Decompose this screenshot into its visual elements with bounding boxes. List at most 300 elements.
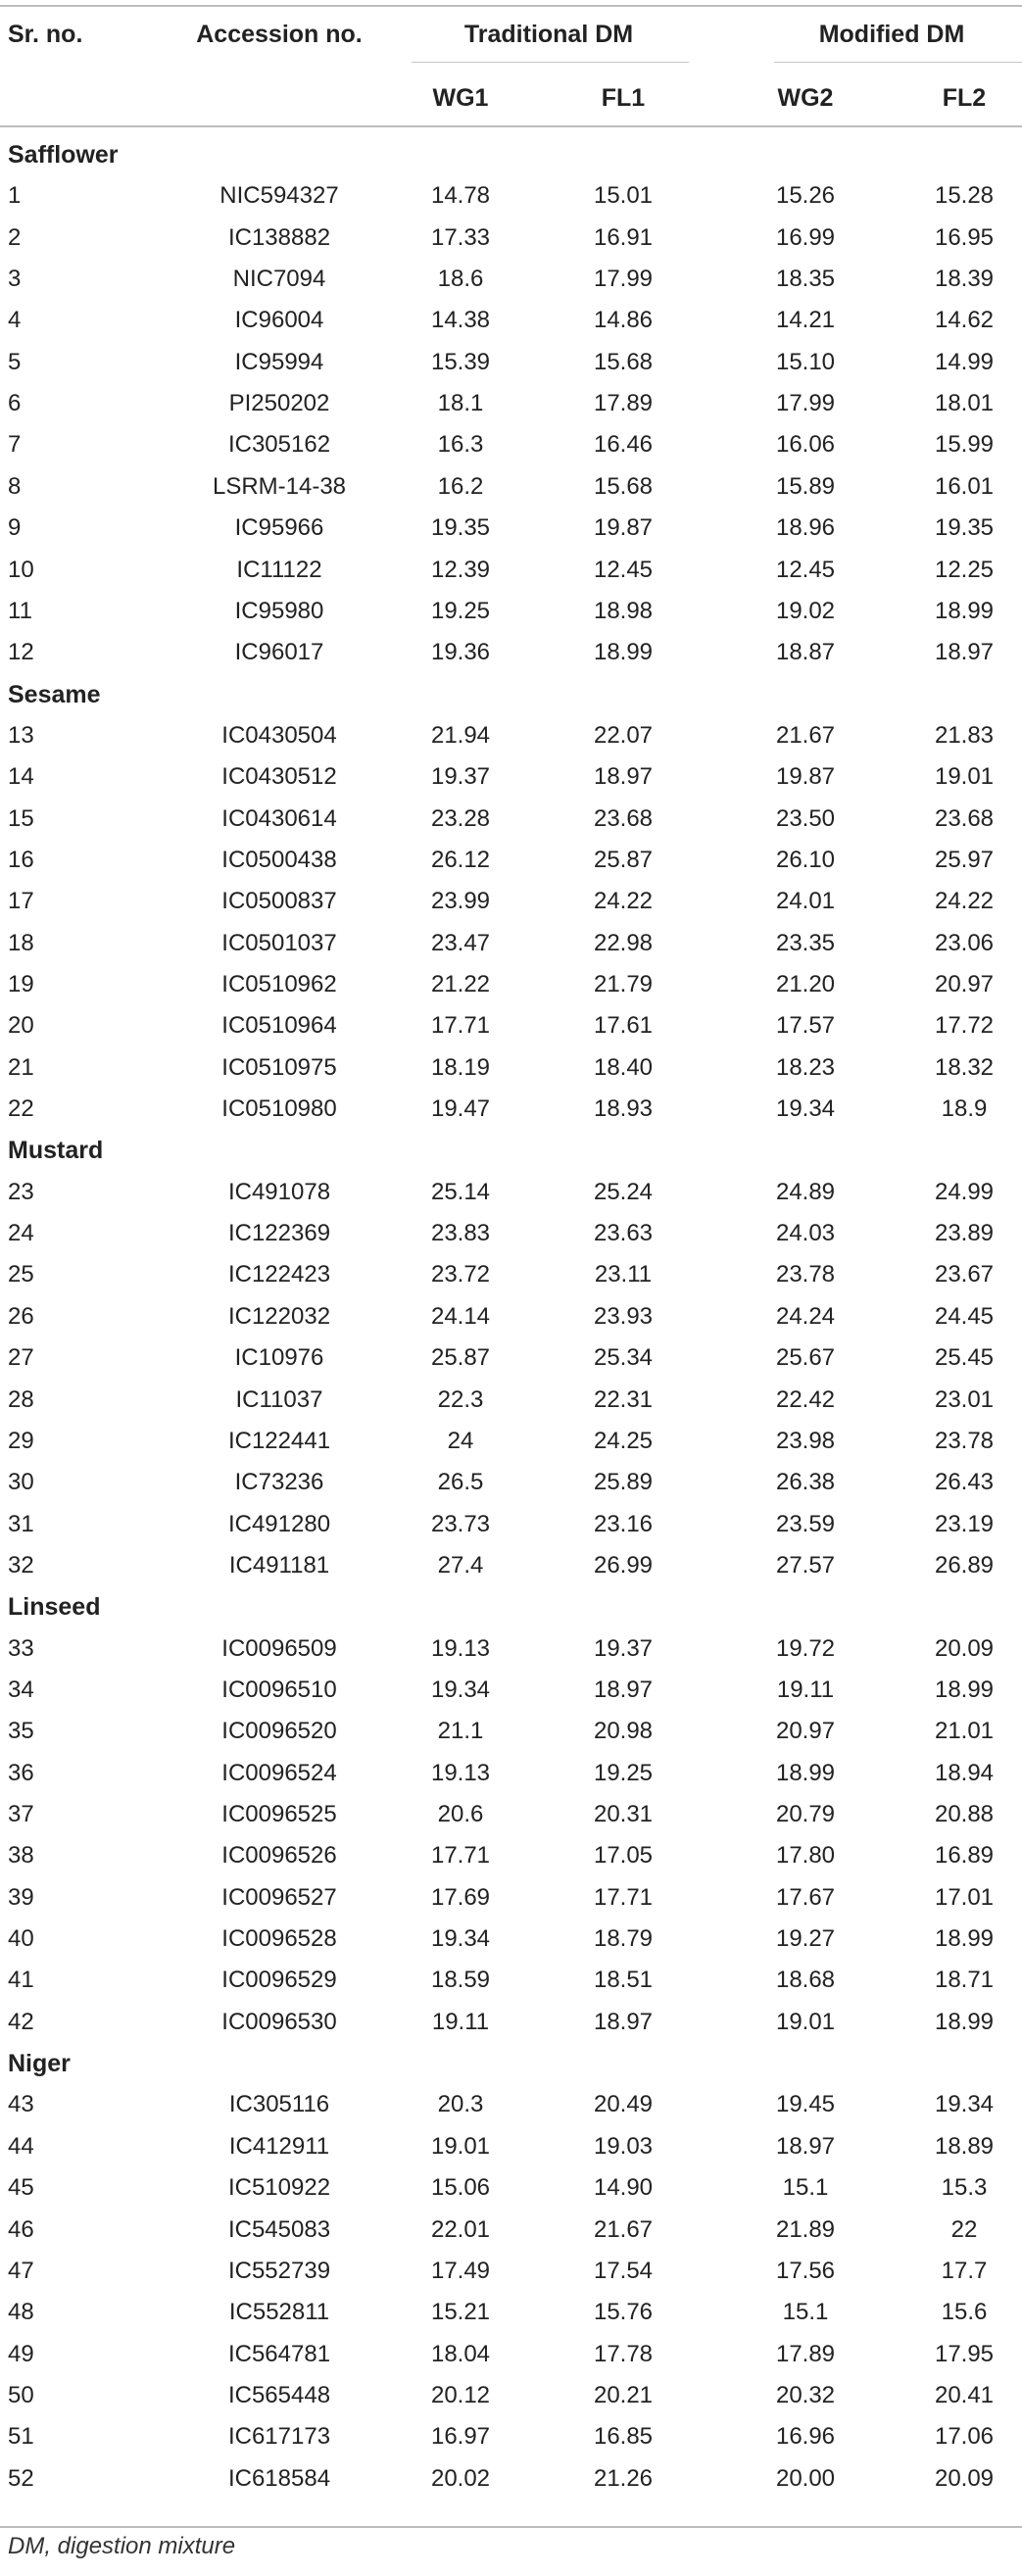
row-sr-no: 50	[8, 2381, 34, 2408]
row-sr-no: 47	[8, 2257, 34, 2284]
row-wg1: 21.1	[437, 1718, 484, 1745]
row-wg1: 19.13	[430, 1634, 491, 1662]
row-accession: IC0096530	[221, 2008, 337, 2035]
group-label: Mustard	[8, 1137, 104, 1165]
row-fl2: 20.88	[934, 1801, 995, 1827]
row-fl1: 22.07	[593, 721, 654, 749]
row-wg2: 17.89	[775, 2340, 836, 2367]
row-accession: IC96017	[234, 639, 324, 666]
row-wg2: 16.96	[775, 2423, 836, 2451]
row-wg2: 18.23	[775, 1053, 836, 1081]
row-accession: IC0096527	[221, 1883, 337, 1911]
row-fl2: 20.97	[934, 971, 995, 997]
row-accession: IC0430614	[221, 804, 337, 832]
row-accession: IC11037	[235, 1385, 323, 1413]
row-fl2: 25.97	[934, 846, 995, 873]
row-wg2: 24.03	[775, 1220, 836, 1247]
row-fl1: 21.26	[593, 2464, 654, 2492]
row-sr-no: 36	[8, 1759, 34, 1786]
row-sr-no: 7	[8, 431, 22, 459]
row-fl2: 18.89	[934, 2132, 995, 2160]
row-sr-no: 40	[8, 1925, 34, 1953]
row-fl2: 23.68	[934, 804, 995, 832]
row-fl1: 15.76	[593, 2299, 654, 2326]
row-fl2: 16.01	[934, 472, 995, 500]
row-accession: IC0501037	[221, 929, 337, 956]
row-accession: IC0096526	[221, 1842, 337, 1870]
row-wg1: 22.01	[430, 2215, 491, 2243]
row-fl2: 23.78	[934, 1427, 995, 1454]
row-accession: IC617173	[227, 2423, 331, 2451]
row-sr-no: 26	[8, 1302, 34, 1330]
row-wg1: 17.69	[430, 1883, 491, 1911]
row-wg1: 15.39	[430, 348, 491, 375]
header-wg1: WG1	[432, 84, 489, 112]
row-accession: IC0096510	[221, 1676, 337, 1703]
modified-span-rule	[774, 62, 1022, 63]
row-fl1: 14.90	[593, 2174, 654, 2202]
row-fl2: 15.6	[941, 2299, 988, 2326]
row-fl1: 23.16	[593, 1510, 654, 1537]
row-fl1: 26.99	[593, 1551, 654, 1579]
row-wg2: 26.10	[775, 846, 836, 873]
row-wg1: 20.12	[430, 2381, 491, 2408]
row-fl1: 16.46	[593, 431, 654, 459]
row-fl2: 17.95	[934, 2340, 995, 2367]
row-wg2: 18.96	[775, 514, 836, 542]
row-wg2: 19.45	[775, 2091, 836, 2118]
row-fl2: 18.71	[934, 1967, 995, 1994]
row-wg2: 23.78	[775, 1261, 836, 1288]
row-wg1: 21.22	[430, 971, 491, 997]
row-wg1: 26.12	[430, 846, 491, 873]
header-accession-no: Accession no.	[196, 21, 363, 48]
row-accession: IC73236	[234, 1469, 324, 1496]
row-accession: NIC594327	[219, 182, 339, 210]
row-wg2: 19.01	[775, 2008, 836, 2035]
row-accession: IC0096528	[221, 1925, 337, 1953]
row-fl1: 18.51	[593, 1967, 654, 1994]
row-wg2: 25.67	[775, 1344, 836, 1372]
row-wg1: 23.73	[430, 1510, 491, 1537]
row-sr-no: 6	[8, 390, 22, 417]
row-wg2: 23.50	[775, 804, 836, 832]
row-wg2: 21.20	[775, 971, 836, 997]
row-accession: IC491181	[228, 1551, 330, 1579]
row-wg1: 25.14	[430, 1178, 491, 1205]
row-accession: IC96004	[234, 307, 324, 334]
row-wg1: 15.21	[430, 2299, 491, 2326]
row-fl1: 23.68	[593, 804, 654, 832]
row-accession: IC412911	[228, 2132, 330, 2160]
row-wg1: 18.04	[430, 2340, 491, 2367]
header-traditional-dm: Traditional DM	[463, 21, 634, 48]
row-accession: IC0096520	[221, 1718, 337, 1745]
row-sr-no: 45	[8, 2174, 34, 2202]
row-accession: IC305116	[228, 2091, 330, 2118]
row-accession: IC0500837	[221, 888, 337, 915]
row-sr-no: 42	[8, 2008, 34, 2035]
row-accession: IC122032	[227, 1302, 331, 1330]
row-sr-no: 11	[8, 597, 32, 624]
row-fl2: 23.19	[934, 1510, 995, 1537]
row-sr-no: 10	[8, 556, 34, 583]
row-fl2: 26.89	[934, 1551, 995, 1579]
row-wg1: 25.87	[430, 1344, 491, 1372]
group-label: Niger	[8, 2050, 71, 2078]
row-accession: IC552811	[228, 2299, 330, 2326]
row-wg1: 19.34	[430, 1925, 491, 1953]
row-fl2: 19.35	[934, 514, 995, 542]
row-fl1: 18.97	[593, 1676, 654, 1703]
row-wg1: 23.47	[430, 929, 491, 956]
row-fl1: 15.01	[593, 182, 654, 210]
row-accession: IC491078	[227, 1178, 331, 1205]
table-bottom-rule	[0, 2526, 1022, 2528]
row-sr-no: 20	[8, 1012, 34, 1040]
row-fl1: 17.78	[593, 2340, 654, 2367]
row-accession: IC11122	[236, 556, 322, 583]
row-sr-no: 13	[8, 721, 34, 749]
row-wg2: 20.32	[775, 2381, 836, 2408]
row-accession: IC0510962	[221, 971, 337, 997]
row-fl1: 19.87	[593, 514, 654, 542]
row-sr-no: 43	[8, 2091, 34, 2118]
row-sr-no: 21	[8, 1053, 34, 1081]
row-wg2: 26.38	[775, 1469, 836, 1496]
row-fl2: 18.99	[934, 1676, 995, 1703]
row-wg2: 19.27	[775, 1925, 836, 1953]
row-wg1: 18.19	[430, 1053, 491, 1081]
row-fl2: 18.32	[934, 1053, 995, 1081]
row-fl2: 19.01	[934, 763, 995, 791]
group-label: Linseed	[8, 1593, 101, 1622]
row-fl2: 17.06	[934, 2423, 995, 2451]
row-wg2: 17.99	[775, 390, 836, 417]
row-fl1: 17.61	[593, 1012, 654, 1040]
row-sr-no: 38	[8, 1842, 34, 1870]
row-sr-no: 48	[8, 2299, 34, 2326]
row-fl1: 18.93	[593, 1095, 654, 1123]
row-sr-no: 1	[8, 182, 22, 210]
row-wg2: 27.57	[775, 1551, 836, 1579]
row-wg2: 22.42	[775, 1385, 836, 1413]
row-sr-no: 14	[8, 763, 34, 791]
row-accession: IC0096529	[221, 1967, 337, 1994]
row-sr-no: 19	[8, 971, 34, 997]
row-wg2: 23.35	[775, 929, 836, 956]
row-wg1: 19.34	[430, 1676, 491, 1703]
row-wg2: 19.87	[775, 763, 836, 791]
row-accession: IC122441	[227, 1427, 331, 1454]
row-wg1: 19.13	[430, 1759, 491, 1786]
row-wg1: 20.6	[437, 1801, 484, 1827]
row-fl2: 18.99	[934, 1925, 995, 1953]
group-label: Safflower	[8, 141, 119, 169]
row-wg1: 23.72	[430, 1261, 491, 1288]
row-wg2: 24.24	[775, 1302, 836, 1330]
row-fl2: 18.99	[934, 597, 995, 624]
row-fl2: 21.01	[934, 1718, 995, 1745]
row-fl2: 23.89	[934, 1220, 995, 1247]
row-accession: IC0096524	[221, 1759, 337, 1786]
row-wg2: 20.79	[775, 1801, 836, 1827]
row-accession: IC0096509	[221, 1634, 337, 1662]
row-sr-no: 39	[8, 1883, 34, 1911]
header-wg2: WG2	[777, 84, 834, 112]
row-sr-no: 23	[8, 1178, 34, 1205]
row-accession: IC565448	[227, 2381, 331, 2408]
row-fl1: 23.11	[594, 1261, 653, 1288]
row-wg2: 21.89	[775, 2215, 836, 2243]
row-sr-no: 51	[8, 2423, 34, 2451]
row-accession: LSRM-14-38	[212, 472, 347, 500]
row-wg2: 20.97	[775, 1718, 836, 1745]
row-wg1: 16.97	[430, 2423, 491, 2451]
row-fl1: 18.40	[593, 1053, 654, 1081]
row-wg1: 19.37	[430, 763, 491, 791]
row-wg2: 21.67	[775, 721, 836, 749]
row-wg2: 15.1	[782, 2299, 829, 2326]
row-wg2: 18.68	[775, 1967, 836, 1994]
row-wg1: 17.71	[430, 1012, 491, 1040]
row-sr-no: 28	[8, 1385, 34, 1413]
row-wg1: 19.35	[430, 514, 491, 542]
row-accession: IC0096525	[221, 1801, 337, 1827]
row-fl1: 20.21	[593, 2381, 654, 2408]
row-fl2: 22	[950, 2215, 978, 2243]
row-fl2: 17.7	[941, 2257, 988, 2284]
row-sr-no: 17	[8, 888, 34, 915]
row-fl1: 17.05	[593, 1842, 654, 1870]
row-fl2: 18.9	[941, 1095, 988, 1123]
row-wg1: 26.5	[437, 1469, 484, 1496]
row-fl2: 20.09	[934, 2464, 995, 2492]
row-wg2: 16.06	[775, 431, 836, 459]
row-wg1: 23.99	[430, 888, 491, 915]
header-sr-no: Sr. no.	[8, 21, 83, 48]
row-wg1: 15.06	[430, 2174, 491, 2202]
row-fl2: 25.45	[934, 1344, 995, 1372]
row-wg1: 16.3	[437, 431, 484, 459]
row-fl2: 18.97	[934, 639, 995, 666]
row-sr-no: 52	[8, 2464, 34, 2492]
row-sr-no: 22	[8, 1095, 34, 1123]
row-accession: IC0500438	[221, 846, 337, 873]
row-sr-no: 8	[8, 472, 22, 500]
row-sr-no: 4	[8, 307, 22, 334]
row-accession: NIC7094	[232, 266, 326, 293]
row-accession: IC0430504	[221, 721, 337, 749]
row-accession: IC122369	[227, 1220, 331, 1247]
row-accession: IC95980	[234, 597, 324, 624]
header-fl2: FL2	[942, 84, 987, 112]
table-footnote: DM, digestion mixture	[8, 2533, 236, 2559]
row-wg1: 17.33	[430, 223, 491, 251]
row-wg1: 17.71	[430, 1842, 491, 1870]
row-sr-no: 15	[8, 804, 34, 832]
row-accession: IC618584	[227, 2464, 331, 2492]
row-fl1: 21.79	[593, 971, 654, 997]
row-fl1: 12.45	[593, 556, 654, 583]
row-fl1: 20.49	[593, 2091, 654, 2118]
row-accession: IC510922	[227, 2174, 331, 2202]
row-wg2: 14.21	[775, 307, 836, 334]
row-accession: IC122423	[227, 1261, 331, 1288]
row-fl1: 25.34	[593, 1344, 654, 1372]
row-fl2: 24.99	[934, 1178, 995, 1205]
row-fl2: 20.41	[934, 2381, 995, 2408]
row-fl1: 17.89	[593, 390, 654, 417]
row-fl1: 20.31	[593, 1801, 654, 1827]
row-fl1: 16.85	[593, 2423, 654, 2451]
row-sr-no: 9	[8, 514, 22, 542]
row-sr-no: 44	[8, 2132, 34, 2160]
row-fl2: 20.09	[934, 1634, 995, 1662]
row-wg2: 17.67	[775, 1883, 836, 1911]
row-sr-no: 16	[8, 846, 34, 873]
row-wg2: 12.45	[775, 556, 836, 583]
row-wg2: 23.59	[775, 1510, 836, 1537]
row-fl2: 17.01	[934, 1883, 995, 1911]
row-fl1: 17.99	[593, 266, 654, 293]
row-sr-no: 31	[8, 1510, 34, 1537]
row-fl1: 21.67	[593, 2215, 654, 2243]
row-fl2: 24.22	[934, 888, 995, 915]
row-fl1: 15.68	[593, 348, 654, 375]
row-accession: PI250202	[228, 390, 330, 417]
row-accession: IC0430512	[221, 763, 337, 791]
row-wg1: 18.6	[437, 266, 484, 293]
row-accession: IC0510964	[221, 1012, 337, 1040]
row-wg1: 18.1	[437, 390, 484, 417]
row-wg2: 19.11	[776, 1676, 835, 1703]
row-wg2: 18.99	[775, 1759, 836, 1786]
row-wg2: 15.10	[775, 348, 836, 375]
header-fl1: FL1	[601, 84, 646, 112]
row-sr-no: 41	[8, 1967, 34, 1994]
row-fl2: 15.3	[941, 2174, 988, 2202]
row-wg1: 16.2	[437, 472, 484, 500]
row-fl2: 12.25	[934, 556, 995, 583]
row-accession: IC10976	[234, 1344, 324, 1372]
row-sr-no: 37	[8, 1801, 34, 1827]
row-wg1: 18.59	[430, 1967, 491, 1994]
row-fl1: 20.98	[593, 1718, 654, 1745]
row-wg1: 19.25	[430, 597, 491, 624]
row-wg1: 24.14	[430, 1302, 491, 1330]
row-sr-no: 33	[8, 1634, 34, 1662]
row-wg2: 18.97	[775, 2132, 836, 2160]
row-fl1: 25.89	[593, 1469, 654, 1496]
row-wg2: 19.34	[775, 1095, 836, 1123]
row-wg2: 17.57	[775, 1012, 836, 1040]
row-wg2: 16.99	[775, 223, 836, 251]
row-accession: IC545083	[227, 2215, 331, 2243]
row-wg2: 15.89	[775, 472, 836, 500]
row-accession: IC138882	[227, 223, 331, 251]
row-fl2: 16.89	[934, 1842, 995, 1870]
row-wg1: 19.01	[430, 2132, 491, 2160]
row-sr-no: 5	[8, 348, 22, 375]
row-fl2: 18.94	[934, 1759, 995, 1786]
row-wg1: 23.28	[430, 804, 491, 832]
row-fl2: 23.01	[934, 1385, 995, 1413]
row-wg1: 12.39	[430, 556, 491, 583]
row-fl2: 15.28	[934, 182, 995, 210]
row-fl1: 18.97	[593, 2008, 654, 2035]
row-fl2: 19.34	[934, 2091, 995, 2118]
row-fl2: 15.99	[934, 431, 995, 459]
row-sr-no: 2	[8, 223, 22, 251]
row-fl1: 19.37	[593, 1634, 654, 1662]
row-sr-no: 35	[8, 1718, 34, 1745]
row-wg2: 17.80	[775, 1842, 836, 1870]
row-wg2: 20.00	[775, 2464, 836, 2492]
row-fl1: 18.98	[593, 597, 654, 624]
row-wg1: 24	[447, 1427, 474, 1454]
row-wg2: 18.35	[775, 266, 836, 293]
row-accession: IC0510975	[221, 1053, 337, 1081]
row-wg2: 15.1	[782, 2174, 829, 2202]
row-fl1: 22.98	[593, 929, 654, 956]
row-sr-no: 25	[8, 1261, 34, 1288]
row-fl2: 16.95	[934, 223, 995, 251]
row-fl1: 18.99	[593, 639, 654, 666]
row-fl2: 26.43	[934, 1469, 995, 1496]
row-fl1: 15.68	[593, 472, 654, 500]
row-fl2: 17.72	[934, 1012, 995, 1040]
row-accession: IC491280	[227, 1510, 331, 1537]
row-fl1: 16.91	[593, 223, 654, 251]
traditional-span-rule	[412, 62, 689, 63]
row-wg2: 19.02	[775, 597, 836, 624]
row-fl1: 14.86	[593, 307, 654, 334]
row-wg2: 15.26	[775, 182, 836, 210]
row-wg1: 21.94	[430, 721, 491, 749]
row-fl1: 25.24	[593, 1178, 654, 1205]
row-wg1: 14.78	[430, 182, 491, 210]
row-sr-no: 18	[8, 929, 34, 956]
row-sr-no: 12	[8, 639, 34, 666]
row-sr-no: 32	[8, 1551, 34, 1579]
group-label: Sesame	[8, 680, 101, 708]
row-fl2: 18.01	[934, 390, 995, 417]
row-fl1: 18.79	[593, 1925, 654, 1953]
row-fl2: 24.45	[934, 1302, 995, 1330]
row-fl1: 24.22	[593, 888, 654, 915]
header-modified-dm: Modified DM	[818, 21, 965, 48]
row-accession: IC564781	[227, 2340, 331, 2367]
header-bottom-rule	[0, 125, 1022, 127]
row-wg2: 19.72	[775, 1634, 836, 1662]
row-wg1: 22.3	[437, 1385, 484, 1413]
row-wg1: 14.38	[430, 307, 491, 334]
row-wg1: 23.83	[430, 1220, 491, 1247]
row-fl2: 14.99	[934, 348, 995, 375]
row-wg1: 20.3	[437, 2091, 484, 2118]
row-fl1: 23.63	[593, 1220, 654, 1247]
row-sr-no: 46	[8, 2215, 34, 2243]
row-wg1: 20.02	[430, 2464, 491, 2492]
row-fl2: 23.67	[934, 1261, 995, 1288]
row-sr-no: 24	[8, 1220, 34, 1247]
row-fl1: 23.93	[593, 1302, 654, 1330]
row-accession: IC95994	[234, 348, 324, 375]
row-wg1: 27.4	[437, 1551, 484, 1579]
row-sr-no: 3	[8, 266, 22, 293]
row-sr-no: 49	[8, 2340, 34, 2367]
